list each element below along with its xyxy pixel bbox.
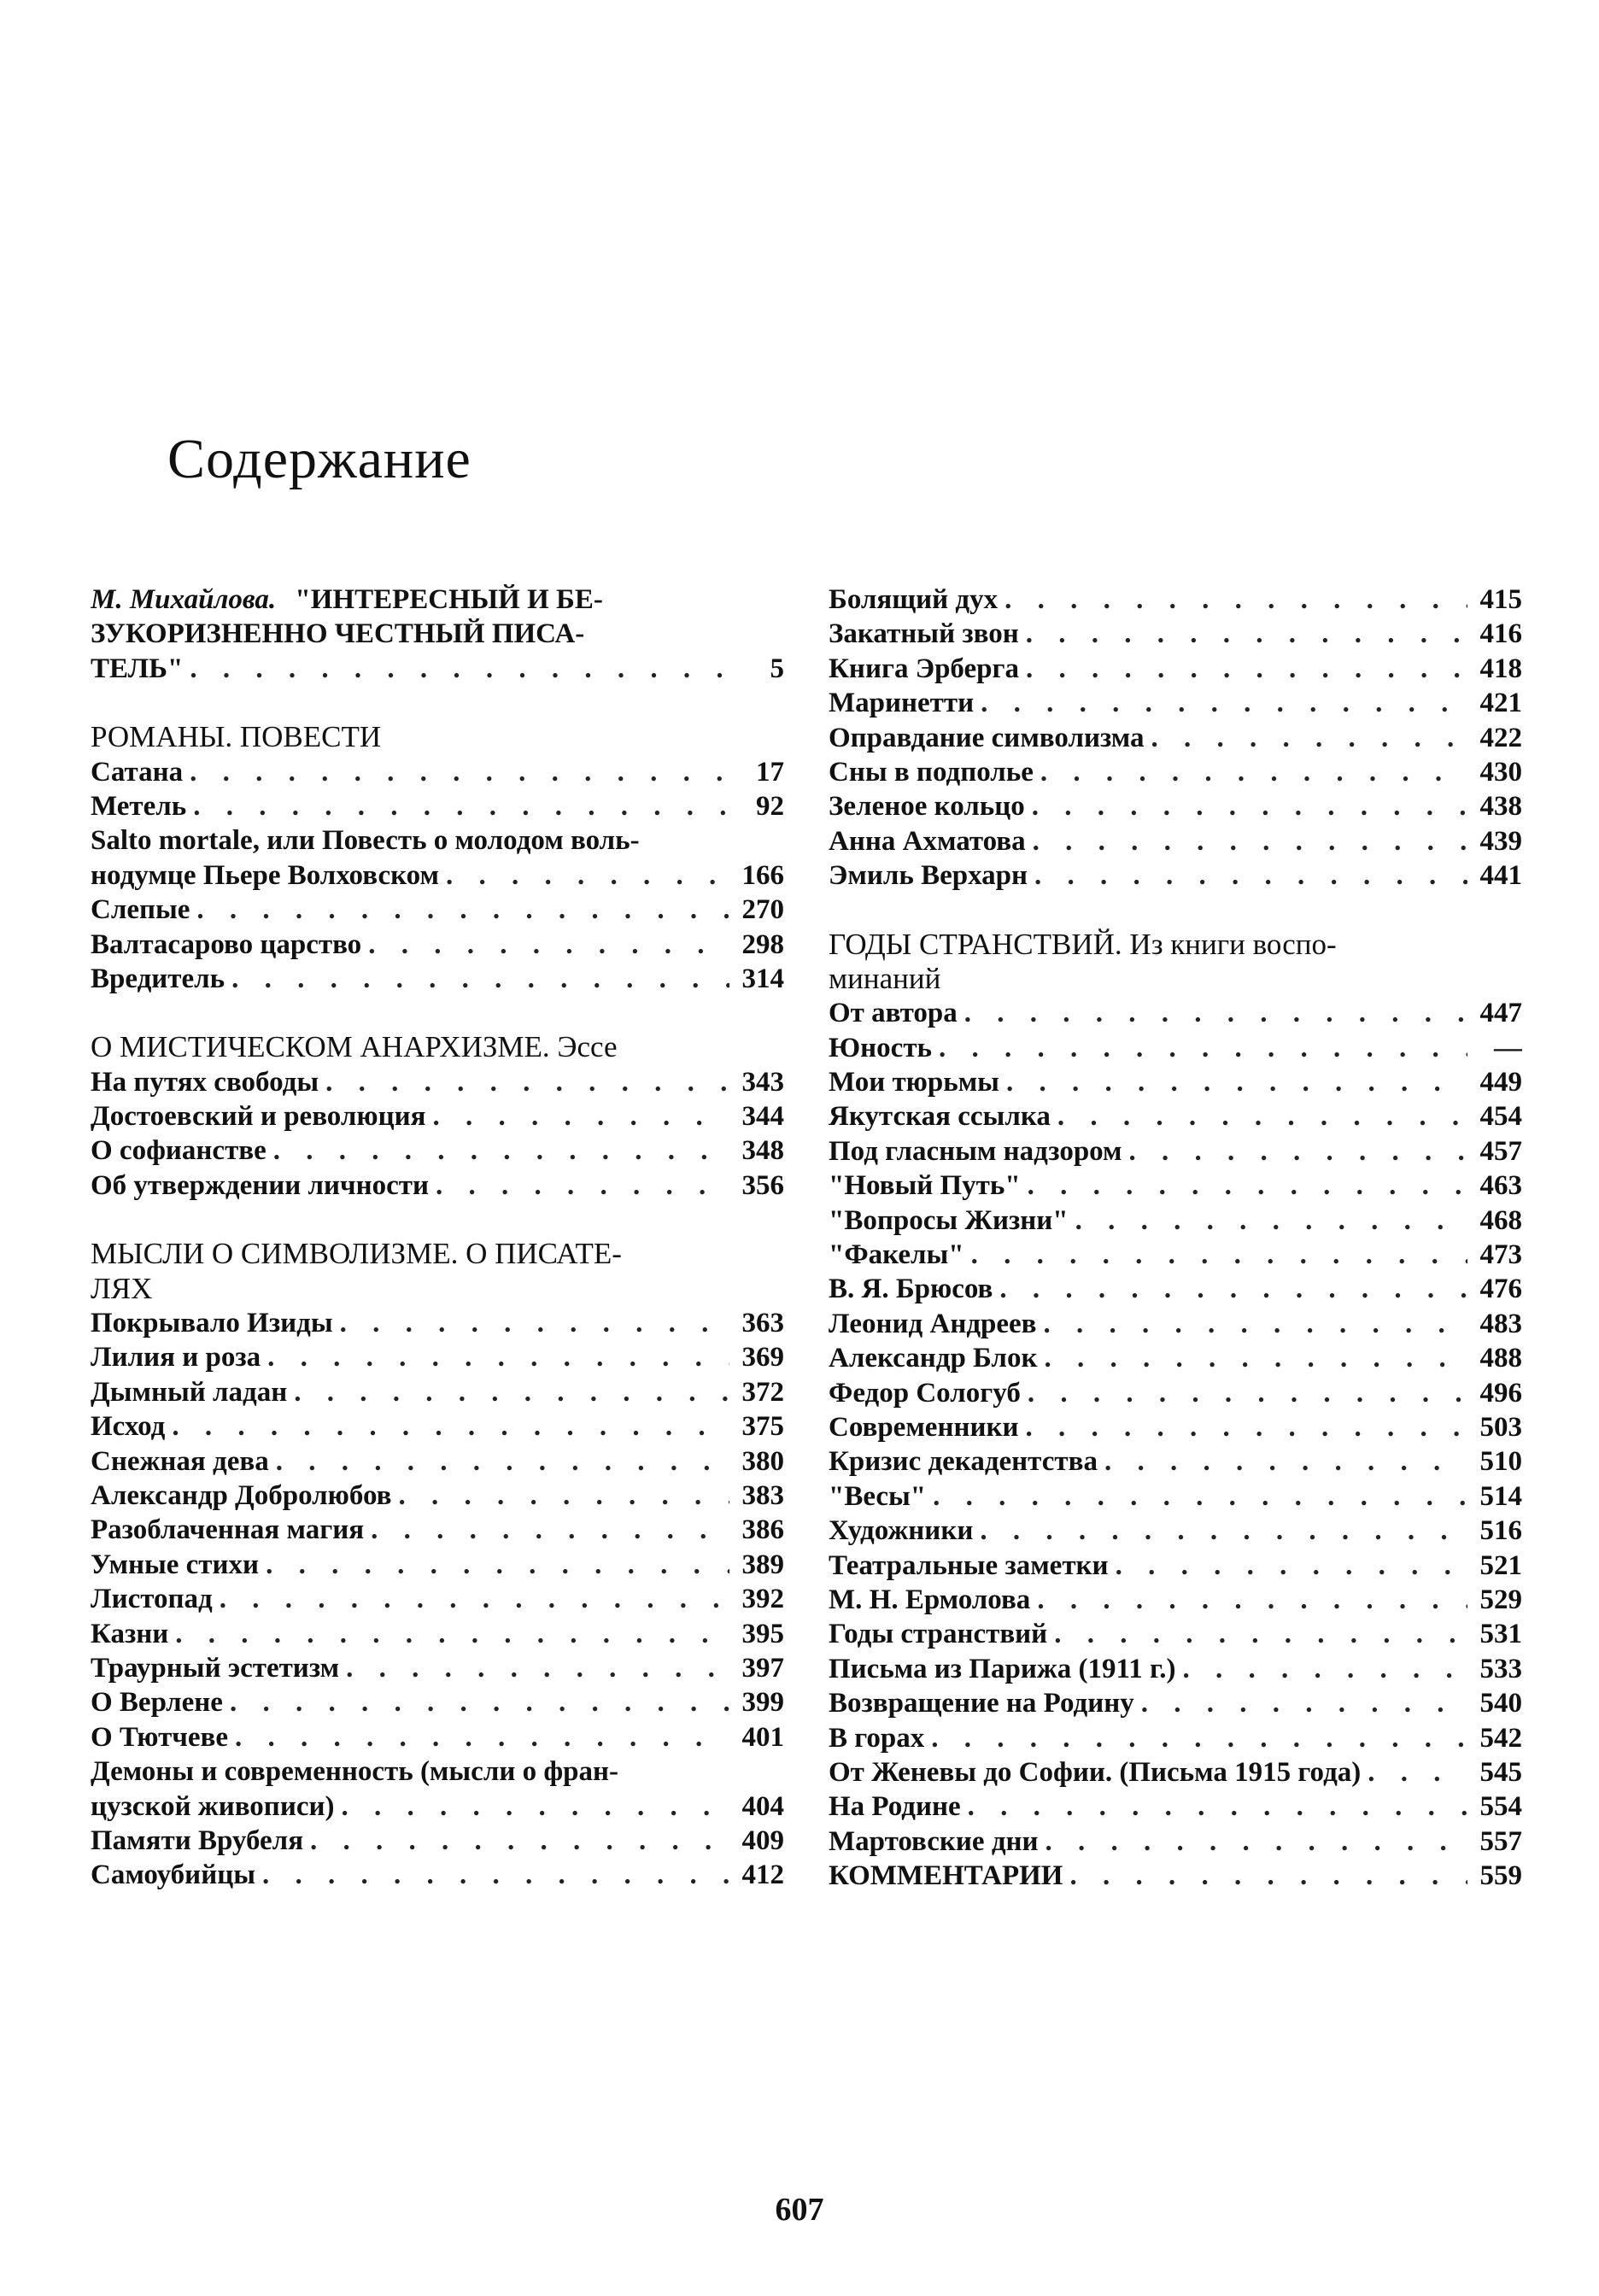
toc-entry-page: 554 xyxy=(1479,1791,1522,1823)
toc-entry-title: В. Я. Брюсов xyxy=(829,1274,993,1305)
toc-right-column xyxy=(829,583,1522,1893)
dot-leader xyxy=(368,928,729,962)
toc-entry[interactable] xyxy=(829,1549,1522,1583)
dot-leader xyxy=(294,1375,729,1409)
toc-entry-title: Эмиль Верхарн xyxy=(829,860,1028,892)
toc-entry-title: Памяти Врубеля xyxy=(91,1824,304,1856)
toc-entry-title: Александр Добролюбов xyxy=(91,1479,392,1511)
toc-entry[interactable] xyxy=(829,686,1522,720)
toc-entry[interactable] xyxy=(829,1583,1522,1617)
toc-entry-title: Покрывало Изиды xyxy=(91,1308,333,1339)
intro-title-line2: ЗУКОРИЗНЕННО ЧЕСТНЫЙ ПИСА- xyxy=(91,618,585,650)
toc-entry-page: 343 xyxy=(741,1066,784,1098)
toc-entry-page: 531 xyxy=(1479,1619,1522,1650)
toc-entry-page: 386 xyxy=(741,1514,784,1546)
toc-entry-title: Мои тюрьмы xyxy=(829,1067,999,1098)
intro-title-line1: "ИНТЕРЕСНЫЙ И БЕ- xyxy=(295,584,603,615)
section-heading-wanderings-line1: ГОДЫ СТРАНСТВИЙ. Из книги воспо- xyxy=(829,927,1337,961)
toc-entry-page: 416 xyxy=(1479,618,1522,650)
toc-entry[interactable] xyxy=(829,1652,1522,1686)
toc-entry[interactable] xyxy=(91,1340,784,1374)
toc-entry-page: 514 xyxy=(1479,1480,1522,1512)
toc-entry-title: На путях свободы xyxy=(91,1066,319,1098)
toc-entry[interactable] xyxy=(829,583,1522,617)
toc-entry-title: Письма из Парижа (1911 г.) xyxy=(829,1653,1176,1684)
toc-entry-page: 314 xyxy=(741,963,784,994)
toc-entry-page: 166 xyxy=(741,859,784,891)
anarchism-list xyxy=(91,1065,784,1204)
dot-leader xyxy=(262,1858,729,1892)
toc-entry-page: 457 xyxy=(1479,1135,1522,1167)
toc-entry-title: Траурный эстетизм xyxy=(91,1652,340,1684)
dot-leader xyxy=(1046,1824,1467,1859)
toc-entry[interactable] xyxy=(829,1307,1522,1341)
dot-leader xyxy=(340,1306,729,1340)
toc-entry[interactable] xyxy=(829,1272,1522,1306)
toc-entry[interactable] xyxy=(91,1789,784,1824)
dot-leader xyxy=(266,1548,729,1582)
dot-leader xyxy=(1033,824,1467,858)
toc-entry[interactable] xyxy=(829,1099,1522,1133)
toc-entry[interactable] xyxy=(829,1617,1522,1651)
toc-entry[interactable] xyxy=(829,1479,1522,1514)
intro-author: М. Михайлова. xyxy=(91,584,277,615)
toc-entry-page: 418 xyxy=(1479,653,1522,684)
intro-title-line3: ТЕЛЬ" xyxy=(91,653,184,684)
toc-entry-title: Лилия и роза xyxy=(91,1342,261,1374)
dot-leader xyxy=(999,1272,1467,1306)
toc-entry-page: 383 xyxy=(741,1479,784,1511)
dot-leader xyxy=(231,962,729,996)
toc-entry-page: 521 xyxy=(1479,1549,1522,1581)
toc-entry[interactable] xyxy=(91,893,784,927)
intro-entry-line3[interactable] xyxy=(91,652,784,686)
toc-entry-page: 463 xyxy=(1479,1170,1522,1202)
toc-entry[interactable] xyxy=(91,1133,784,1168)
toc-entry-title: "Вопросы Жизни" xyxy=(829,1204,1069,1236)
dot-leader xyxy=(190,755,729,789)
toc-entry[interactable] xyxy=(829,1134,1522,1168)
dot-leader xyxy=(1006,1065,1467,1099)
toc-entry[interactable] xyxy=(829,996,1522,1030)
toc-entry[interactable] xyxy=(829,1376,1522,1410)
section-heading-symbolism-line1: МЫСЛИ О СИМВОЛИЗМЕ. О ПИСАТЕ- xyxy=(91,1237,622,1271)
section-heading-wanderings-line2: минаний xyxy=(829,961,941,995)
toc-entry[interactable] xyxy=(829,824,1522,858)
section-heading-symbolism-line2: ЛЯХ xyxy=(91,1271,153,1305)
toc-entry[interactable] xyxy=(91,962,784,996)
dot-leader xyxy=(267,1340,729,1374)
toc-entry-page: 409 xyxy=(741,1824,784,1856)
toc-entry-page: 557 xyxy=(1479,1825,1522,1857)
dot-leader xyxy=(341,1789,729,1824)
toc-entry-page: 298 xyxy=(741,928,784,960)
toc-entry-title: Федор Сологуб xyxy=(829,1377,1021,1409)
toc-entry[interactable] xyxy=(829,789,1522,823)
toc-entry[interactable] xyxy=(91,1548,784,1582)
dot-leader xyxy=(273,1133,729,1168)
toc-entry[interactable] xyxy=(829,652,1522,686)
toc-entry[interactable] xyxy=(829,1444,1522,1479)
dot-leader xyxy=(1116,1549,1467,1583)
toc-entry-title: Зеленое кольцо xyxy=(829,791,1025,823)
toc-entry[interactable] xyxy=(829,1238,1522,1272)
toc-entry[interactable] xyxy=(91,1409,784,1444)
toc-entry-page: — xyxy=(1494,1032,1522,1063)
toc-entry[interactable] xyxy=(829,1204,1522,1238)
toc-entry-title: Закатный звон xyxy=(829,618,1019,650)
toc-entry-page: 422 xyxy=(1479,722,1522,753)
toc-entry-title: Маринетти xyxy=(829,688,975,719)
toc-entry-title: "Весы" xyxy=(829,1480,927,1512)
toc-entry-page: 483 xyxy=(1479,1308,1522,1339)
toc-entry-page: 270 xyxy=(741,894,784,926)
toc-entry-title: Самоубийцы xyxy=(91,1860,255,1891)
toc-entry-page: 380 xyxy=(741,1445,784,1477)
dot-leader xyxy=(446,858,729,893)
toc-entry-page: 476 xyxy=(1479,1274,1522,1305)
dot-leader xyxy=(981,686,1467,720)
dot-leader xyxy=(1028,1168,1467,1203)
toc-entry-page: 395 xyxy=(741,1618,784,1649)
toc-entry[interactable] xyxy=(829,1031,1522,1065)
toc-entry[interactable] xyxy=(91,1168,784,1203)
dot-leader xyxy=(1141,1686,1467,1720)
dot-leader xyxy=(980,1514,1467,1548)
dot-leader xyxy=(1026,1410,1467,1444)
toc-entry[interactable] xyxy=(91,1099,784,1133)
page-number: 607 xyxy=(775,2192,824,2228)
toc-entry[interactable] xyxy=(91,1754,784,1789)
toc-entry-page: 529 xyxy=(1479,1584,1522,1615)
toc-entry[interactable] xyxy=(91,1513,784,1547)
toc-entry-title: Под гласным надзором xyxy=(829,1135,1122,1167)
toc-entry-title: Казни xyxy=(91,1618,169,1649)
toc-entry[interactable] xyxy=(829,1065,1522,1099)
toc-entry-title: Юность xyxy=(829,1032,932,1063)
toc-entry-title: Листопад xyxy=(91,1584,213,1615)
toc-entry-page: 441 xyxy=(1479,860,1522,892)
toc-entry-page: 447 xyxy=(1479,998,1522,1029)
toc-entry-title: Слепые xyxy=(91,894,190,926)
dot-leader xyxy=(235,1720,729,1754)
toc-entry-page: 92 xyxy=(756,790,784,822)
toc-entry-title: Якутская ссылка xyxy=(829,1101,1051,1133)
toc-entry-title: Дымный ладан xyxy=(91,1376,288,1408)
toc-entry-page: 421 xyxy=(1479,688,1522,719)
dot-leader xyxy=(1044,1307,1468,1341)
toc-entry-page: 401 xyxy=(741,1721,784,1753)
toc-entry-commentary[interactable] xyxy=(829,1859,1522,1893)
dot-leader xyxy=(1069,1859,1467,1893)
toc-entry-title: Анна Ахматова xyxy=(829,825,1026,857)
toc-entry[interactable] xyxy=(91,789,784,823)
toc-entry-title: Книга Эрберга xyxy=(829,653,1019,684)
toc-entry-page: 545 xyxy=(1479,1756,1522,1788)
toc-entry-title: О Тютчеве xyxy=(91,1721,229,1753)
toc-entry[interactable] xyxy=(91,1582,784,1616)
toc-entry[interactable] xyxy=(91,1720,784,1754)
toc-entry-title: Разоблаченная магия xyxy=(91,1514,365,1546)
dot-leader xyxy=(230,1685,729,1719)
toc-entry-page: 542 xyxy=(1479,1722,1522,1754)
toc-entry-page: 516 xyxy=(1479,1515,1522,1547)
dot-leader xyxy=(1151,721,1467,755)
toc-entry-title: Кризис декадентства xyxy=(829,1446,1098,1478)
dot-leader xyxy=(196,893,729,927)
toc-entry-title: Художники xyxy=(829,1515,974,1547)
toc-entry-page: 503 xyxy=(1479,1411,1522,1443)
toc-entry[interactable] xyxy=(91,1651,784,1685)
toc-entry-title: Метель xyxy=(91,790,187,822)
toc-entry[interactable] xyxy=(91,1858,784,1892)
toc-entry-title: Леонид Андреев xyxy=(829,1308,1037,1339)
toc-entry-title: Снежная дева xyxy=(91,1445,269,1477)
toc-entry-page: 363 xyxy=(741,1308,784,1339)
toc-entry-title: О софианстве xyxy=(91,1135,266,1167)
toc-entry[interactable] xyxy=(91,1065,784,1099)
toc-entry-page: 473 xyxy=(1479,1239,1522,1271)
toc-entry-title: Демоны и современность (мысли о фран- xyxy=(91,1756,619,1788)
dot-leader xyxy=(1054,1617,1467,1651)
dot-leader xyxy=(436,1168,729,1203)
dot-leader xyxy=(1129,1134,1467,1168)
dot-leader xyxy=(276,1444,729,1479)
toc-entry-title: Сны в подполье xyxy=(829,756,1034,788)
toc-entry-title: Об утверждении личности xyxy=(91,1169,430,1201)
toc-entry[interactable] xyxy=(91,1617,784,1651)
toc-entry-page: 375 xyxy=(741,1411,784,1443)
dot-leader xyxy=(1075,1204,1467,1238)
toc-entry-title: "Факелы" xyxy=(829,1239,964,1271)
toc-entry-page: 372 xyxy=(741,1376,784,1408)
dot-leader xyxy=(398,1479,729,1513)
toc-entry[interactable] xyxy=(91,1306,784,1340)
dot-leader xyxy=(432,1099,729,1133)
toc-entry-page: 392 xyxy=(741,1584,784,1615)
toc-entry-title: "Новый Путь" xyxy=(829,1170,1021,1202)
toc-entry-page: 496 xyxy=(1479,1377,1522,1409)
symbolism-list xyxy=(91,1306,784,1893)
toc-entry-title: Вредитель xyxy=(91,963,226,994)
toc-entry-page: 439 xyxy=(1479,825,1522,857)
toc-entry-page: 438 xyxy=(1479,791,1522,823)
toc-entry-page: 449 xyxy=(1479,1067,1522,1098)
toc-entry[interactable] xyxy=(829,721,1522,755)
toc-entry[interactable] xyxy=(829,1168,1522,1203)
toc-entry-page: 454 xyxy=(1479,1101,1522,1133)
dot-leader xyxy=(1368,1755,1467,1789)
toc-entry-page: 348 xyxy=(741,1135,784,1167)
toc-entry-page: 540 xyxy=(1479,1688,1522,1719)
toc-entry-page: 510 xyxy=(1479,1446,1522,1478)
toc-entry-title: Сатана xyxy=(91,756,184,788)
dot-leader xyxy=(1026,652,1467,686)
toc-entry[interactable] xyxy=(91,1685,784,1719)
toc-entry-title: Исход xyxy=(91,1411,166,1443)
toc-entry[interactable] xyxy=(91,1375,784,1409)
toc-entry-page: 389 xyxy=(741,1549,784,1580)
section-heading-anarchism: О МИСТИЧЕСКОМ АНАРХИЗМЕ. Эссе xyxy=(91,1030,618,1064)
dot-leader xyxy=(175,1617,729,1651)
toc-entry-page: 404 xyxy=(741,1790,784,1822)
toc-entry-title: нодумце Пьере Волховском xyxy=(91,859,440,891)
toc-entry[interactable] xyxy=(91,928,784,962)
toc-entry-title: КОММЕНТАРИИ xyxy=(829,1860,1063,1892)
dot-leader xyxy=(1034,858,1467,893)
toc-entry[interactable] xyxy=(829,1755,1522,1789)
dot-leader xyxy=(939,1031,1467,1065)
intro-entry-line2[interactable] xyxy=(91,617,784,651)
dot-leader xyxy=(193,789,729,823)
toc-entry[interactable] xyxy=(829,1686,1522,1720)
toc-entry-title: Александр Блок xyxy=(829,1343,1038,1374)
dot-leader xyxy=(1037,1583,1467,1617)
toc-entry[interactable] xyxy=(91,755,784,789)
toc-entry[interactable] xyxy=(91,1479,784,1513)
dot-leader xyxy=(1040,755,1467,789)
symbolism-list-continued xyxy=(829,583,1522,893)
dot-leader xyxy=(190,652,729,686)
toc-entry[interactable] xyxy=(91,858,784,893)
dot-leader xyxy=(220,1582,729,1616)
toc-entry-page: 430 xyxy=(1479,756,1522,788)
dot-leader xyxy=(1004,583,1467,617)
toc-entry[interactable] xyxy=(829,1341,1522,1375)
toc-entry-page: 533 xyxy=(1479,1653,1522,1684)
intro-entry-line1[interactable] xyxy=(91,583,784,617)
toc-entry-title: От автора xyxy=(829,998,958,1029)
dot-leader xyxy=(1026,617,1467,651)
toc-entry[interactable] xyxy=(829,858,1522,893)
dot-leader xyxy=(172,1409,729,1444)
toc-entry[interactable] xyxy=(829,617,1522,651)
dot-leader xyxy=(968,1789,1467,1824)
toc-entry-page: 468 xyxy=(1479,1204,1522,1236)
toc-entry-title: М. Н. Ермолова xyxy=(829,1584,1031,1615)
toc-entry-page: 399 xyxy=(741,1687,784,1719)
toc-entry-title: цузской живописи) xyxy=(91,1790,335,1822)
toc-entry-title: Годы странствий xyxy=(829,1619,1048,1650)
novels-list xyxy=(91,755,784,997)
dot-leader xyxy=(1028,1376,1467,1410)
dot-leader xyxy=(1057,1099,1467,1133)
dot-leader xyxy=(346,1651,729,1685)
dot-leader xyxy=(971,1238,1467,1272)
toc-entry[interactable] xyxy=(91,823,784,858)
section-heading-novels: РОМАНЫ. ПОВЕСТИ xyxy=(91,720,382,754)
dot-leader xyxy=(1104,1444,1467,1479)
toc-entry[interactable] xyxy=(91,1444,784,1479)
toc-entry-title: Salto mortale, или Повесть о молодом воль- xyxy=(91,825,640,857)
dot-leader xyxy=(310,1824,729,1858)
toc-entry-title: Современники xyxy=(829,1411,1019,1443)
toc-entry-page: 17 xyxy=(756,756,784,788)
toc-entry-title: Оправдание символизма xyxy=(829,722,1145,753)
toc-entry-title: На Родине xyxy=(829,1791,961,1823)
toc-entry-page: 369 xyxy=(741,1342,784,1374)
dot-leader xyxy=(371,1513,729,1547)
toc-entry[interactable] xyxy=(829,1721,1522,1755)
dot-leader xyxy=(325,1065,729,1099)
toc-entry-title: В горах xyxy=(829,1722,925,1754)
toc-entry-title: О Верлене xyxy=(91,1687,223,1719)
toc-entry-title: Возвращение на Родину xyxy=(829,1688,1134,1719)
toc-entry-page: 488 xyxy=(1479,1343,1522,1374)
toc-entry[interactable] xyxy=(829,1410,1522,1444)
dot-leader xyxy=(931,1721,1467,1755)
dot-leader xyxy=(933,1479,1467,1514)
toc-entry-page: 344 xyxy=(741,1101,784,1133)
toc-entry-page: 356 xyxy=(741,1169,784,1201)
page-title: Содержание xyxy=(167,428,472,490)
toc-left-column xyxy=(91,583,784,1893)
toc-entry[interactable] xyxy=(91,1824,784,1858)
toc-entry-title: Достоевский и революция xyxy=(91,1101,426,1133)
toc-entry[interactable] xyxy=(829,1514,1522,1548)
toc-entry-title: Театральные заметки xyxy=(829,1549,1109,1581)
toc-entry-page: 412 xyxy=(741,1860,784,1891)
toc-entry-title: Болящий дух xyxy=(829,584,999,615)
toc-entry[interactable] xyxy=(829,1789,1522,1824)
dot-leader xyxy=(1182,1652,1467,1686)
toc-entry-title: Мартовские дни xyxy=(829,1825,1039,1857)
toc-entry-title: Валтасарово царство xyxy=(91,928,362,960)
toc-entry[interactable] xyxy=(829,755,1522,789)
toc-entry-title: Умные стихи xyxy=(91,1549,260,1580)
toc-entry[interactable] xyxy=(829,1824,1522,1859)
intro-page: 5 xyxy=(770,653,784,684)
toc-entry-title: От Женевы до Софии. (Письма 1915 года) xyxy=(829,1756,1362,1788)
dot-leader xyxy=(1032,789,1467,823)
dot-leader xyxy=(964,996,1467,1030)
toc-entry-page: 559 xyxy=(1479,1860,1522,1892)
toc-entry-page: 397 xyxy=(741,1652,784,1684)
dot-leader xyxy=(1044,1341,1467,1375)
toc-entry-page: 415 xyxy=(1479,584,1522,615)
wanderings-list xyxy=(829,996,1522,1859)
